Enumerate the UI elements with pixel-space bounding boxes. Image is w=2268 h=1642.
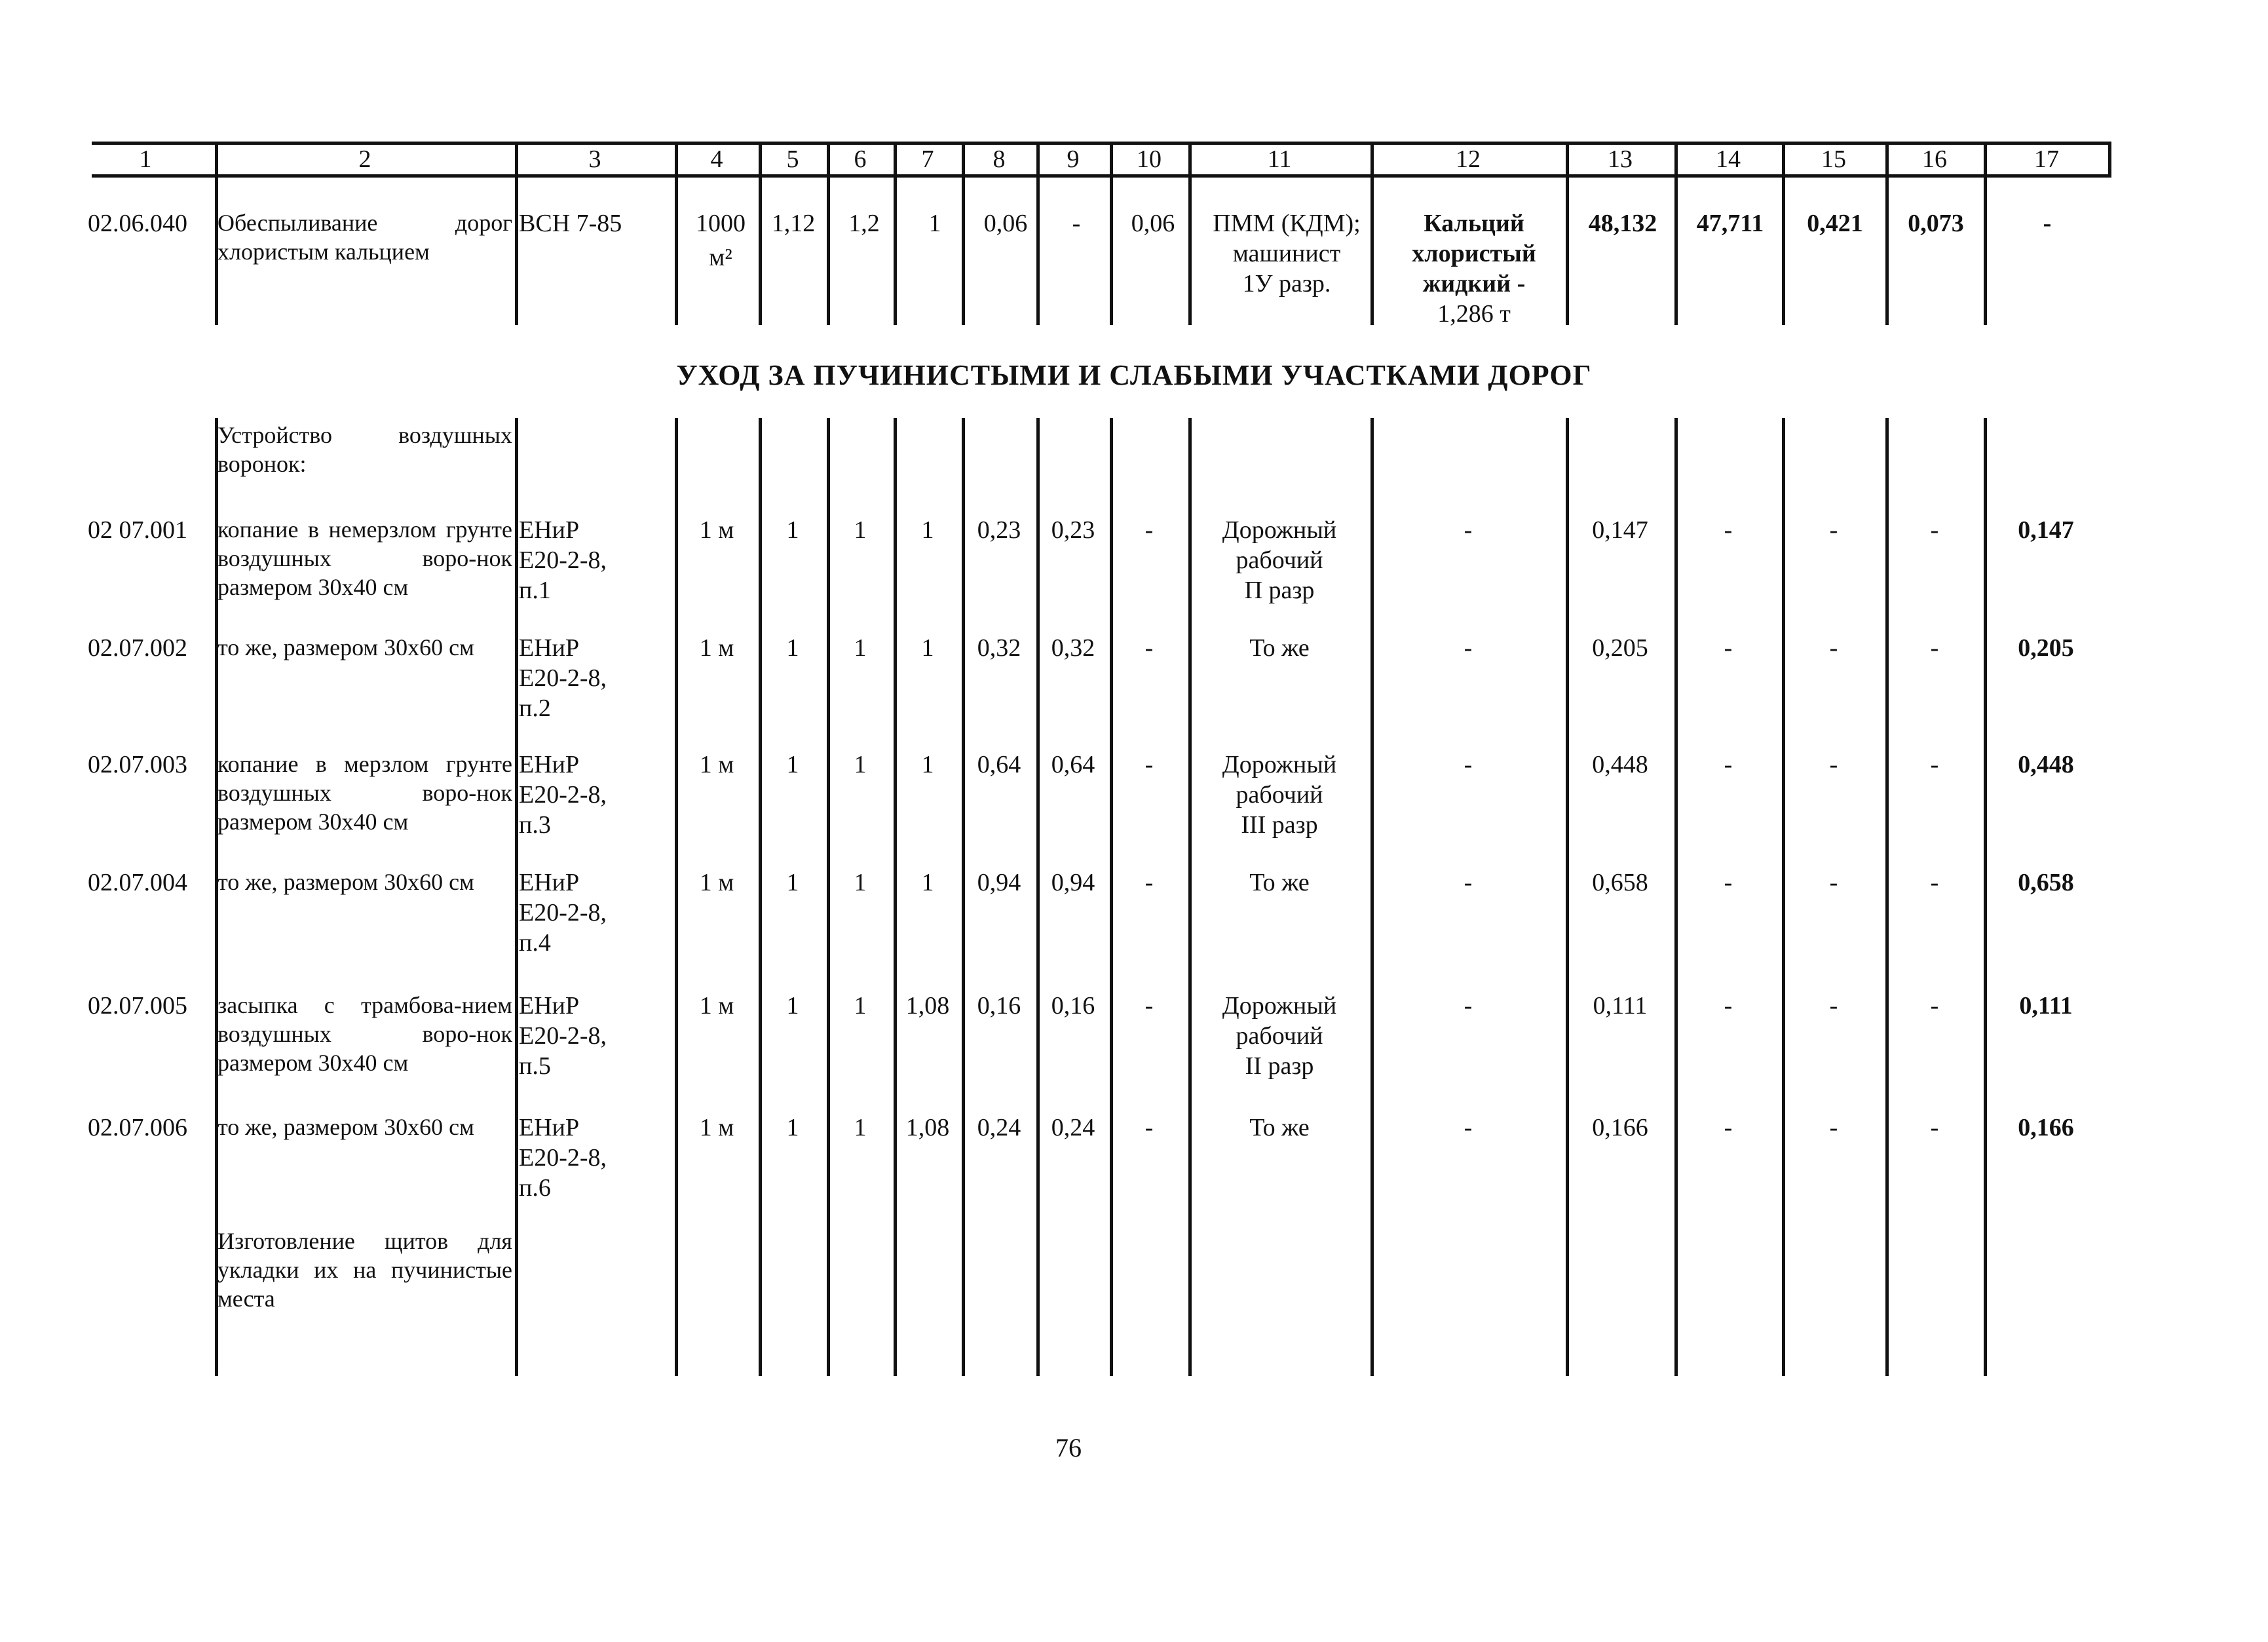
cell-16: 0,073	[1908, 210, 1964, 237]
row-norm-line: ЕНиР	[519, 869, 580, 896]
column-rule	[1885, 142, 1889, 178]
column-number-5: 5	[786, 145, 799, 173]
cell-15: -	[1829, 1114, 1838, 1141]
column-number-17: 17	[2034, 145, 2059, 173]
cell-17: 0,448	[2018, 751, 2074, 778]
cell-14: -	[1724, 516, 1733, 544]
cell-10: -	[1144, 751, 1154, 778]
column-rule	[1566, 142, 1569, 178]
row-name: засыпка с трамбова-нием воздушных воро-нок размером 30х40 см	[217, 992, 512, 1076]
cell-11-line: рабочий	[1236, 781, 1323, 809]
cell-4: 1 м	[699, 516, 734, 544]
column-rule	[2108, 142, 2111, 178]
row-norm-line: п.3	[519, 811, 551, 839]
column-number-11: 11	[1267, 145, 1292, 173]
row-norm-line: п.5	[519, 1052, 551, 1080]
cell-11-line: рабочий	[1236, 1022, 1323, 1050]
cell-12: -	[1464, 869, 1473, 896]
cell-15: -	[1829, 992, 1838, 1020]
cell-9: 0,16	[1051, 992, 1095, 1020]
cell-12: -	[1464, 1114, 1473, 1141]
cell-12-line2: хлористый	[1412, 240, 1536, 267]
column-number-4: 4	[710, 145, 723, 173]
cell-9: 0,24	[1051, 1114, 1095, 1141]
subheader-air-funnels: Устройство воздушных воронок:	[217, 422, 512, 477]
row-norm-line: Е20-2-8,	[519, 899, 607, 926]
cell-12: -	[1464, 516, 1473, 544]
column-number-12: 12	[1456, 145, 1481, 173]
cell-5: 1,12	[771, 210, 816, 237]
cell-12-line3: жидкий -	[1422, 270, 1526, 297]
cell-17: 0,147	[2018, 516, 2074, 544]
column-number-13: 13	[1608, 145, 1633, 173]
row-code: 02.07.005	[88, 992, 187, 1020]
cell-11-line: То же	[1249, 869, 1310, 896]
row-norm-line: Е20-2-8,	[519, 546, 607, 574]
row-norm-line: ЕНиР	[519, 1114, 580, 1141]
cell-7: 1	[921, 869, 934, 896]
column-number-3: 3	[588, 145, 601, 173]
row-norm-line: п.4	[519, 929, 551, 957]
cell-16: -	[1930, 634, 1939, 662]
cell-17: 0,166	[2018, 1114, 2074, 1141]
row-code: 02.07.003	[88, 751, 187, 778]
cell-6: 1,2	[848, 210, 880, 237]
cell-14: -	[1724, 992, 1733, 1020]
column-number-10: 10	[1137, 145, 1162, 173]
column-rule	[1370, 142, 1374, 178]
cell-15: -	[1829, 751, 1838, 778]
cell-13: 0,205	[1592, 634, 1648, 662]
cell-6: 1	[854, 1114, 867, 1141]
cell-11-line2: машинист	[1232, 240, 1341, 267]
cell-11-line: рабочий	[1236, 546, 1323, 574]
row-norm-line: ЕНиР	[519, 634, 580, 662]
cell-9: 0,94	[1051, 869, 1095, 896]
cell-7: 1,08	[905, 992, 950, 1020]
cell-7: 1	[921, 516, 934, 544]
row-name: то же, размером 30х60 см	[217, 634, 474, 660]
column-rule	[1782, 142, 1785, 178]
cell-14: -	[1724, 634, 1733, 662]
cell-10: -	[1144, 992, 1154, 1020]
cell-5: 1	[786, 751, 799, 778]
row-name: то же, размером 30х60 см	[217, 869, 474, 895]
cell-10: -	[1144, 634, 1154, 662]
cell-4: 1 м	[699, 1114, 734, 1141]
cell-4: 1 м	[699, 751, 734, 778]
row-norm-line: Е20-2-8,	[519, 781, 607, 809]
cell-11-line: Дорожный	[1222, 992, 1337, 1020]
cell-16: -	[1930, 992, 1939, 1020]
column-number-14: 14	[1716, 145, 1741, 173]
cell-13: 0,448	[1592, 751, 1648, 778]
cell-11-line: П разр	[1244, 577, 1315, 604]
row-norm-line: п.2	[519, 695, 551, 722]
column-rule	[894, 176, 897, 325]
cell-6: 1	[854, 634, 867, 662]
column-rule	[515, 418, 518, 1376]
cell-4: 1 м	[699, 992, 734, 1020]
cell-7: 1	[921, 634, 934, 662]
cell-15: -	[1829, 869, 1838, 896]
cell-12: -	[1464, 634, 1473, 662]
column-number-1: 1	[139, 145, 152, 173]
cell-10: -	[1144, 1114, 1154, 1141]
cell-10: 0,06	[1131, 210, 1175, 237]
cell-8: 0,06	[983, 210, 1028, 237]
cell-9: 0,23	[1051, 516, 1095, 544]
cell-14: -	[1724, 869, 1733, 896]
cell-17: 0,658	[2018, 869, 2074, 896]
subheader-shields: Изготовление щитов для укладки их на пучинистые места	[217, 1228, 512, 1312]
row-norm-line: п.6	[519, 1174, 551, 1202]
column-rule	[1984, 176, 1987, 325]
column-rule	[1036, 176, 1040, 325]
cell-7: 1,08	[905, 1114, 950, 1141]
cell-12-line1: Кальций	[1424, 210, 1524, 237]
cell-13: 0,111	[1593, 992, 1648, 1020]
cell-5: 1	[786, 1114, 799, 1141]
cell-4: 1 м	[699, 634, 734, 662]
cell-8: 0,24	[977, 1114, 1021, 1141]
cell-13: 0,166	[1592, 1114, 1648, 1141]
cell-6: 1	[854, 751, 867, 778]
cell-12: -	[1464, 992, 1473, 1020]
cell-8: 0,94	[977, 869, 1021, 896]
row-unit-value: 1000	[696, 210, 746, 237]
cell-8: 0,16	[977, 992, 1021, 1020]
cell-15: -	[1829, 634, 1838, 662]
cell-5: 1	[786, 516, 799, 544]
cell-11-line: Дорожный	[1222, 516, 1337, 544]
column-rule	[1188, 176, 1192, 325]
column-number-7: 7	[921, 145, 934, 173]
row-norm-line: Е20-2-8,	[519, 664, 607, 692]
cell-11-line: То же	[1249, 1114, 1310, 1141]
column-number-15: 15	[1821, 145, 1846, 173]
row-code: 02.07.002	[88, 634, 187, 662]
cell-11-line: То же	[1249, 634, 1310, 662]
column-number-2: 2	[358, 145, 371, 173]
section-title: УХОД ЗА ПУЧИНИСТЫМИ И СЛАБЫМИ УЧАСТКАМИ ДОРОГ	[676, 359, 1592, 391]
cell-5: 1	[786, 992, 799, 1020]
row-code: 02.07.006	[88, 1114, 187, 1141]
cell-17: 0,111	[2019, 992, 2073, 1020]
cell-6: 1	[854, 992, 867, 1020]
cell-14: 47,711	[1696, 210, 1764, 237]
cell-9: 0,64	[1051, 751, 1095, 778]
cell-14: -	[1724, 751, 1733, 778]
column-rule	[1674, 176, 1678, 325]
cell-11-line: Дорожный	[1222, 751, 1337, 778]
row-code: 02.06.040	[88, 210, 187, 237]
column-rule	[1984, 142, 1987, 178]
cell-8: 0,64	[977, 751, 1021, 778]
cell-4: 1 м	[699, 869, 734, 896]
cell-9: -	[1072, 210, 1081, 237]
cell-16: -	[1930, 516, 1939, 544]
row-norm-line: ЕНиР	[519, 992, 580, 1020]
cell-14: -	[1724, 1114, 1733, 1141]
cell-6: 1	[854, 516, 867, 544]
column-rule	[1674, 142, 1678, 178]
row-name: то же, размером 30х60 см	[217, 1114, 474, 1140]
cell-8: 0,23	[977, 516, 1021, 544]
column-number-8: 8	[992, 145, 1006, 173]
row-name: Обеспыливание дорог хлористым кальцием	[217, 210, 512, 265]
cell-15: 0,421	[1807, 210, 1863, 237]
row-unit-measure: м²	[709, 244, 732, 271]
cell-11-line: II разр	[1245, 1052, 1314, 1080]
row-norm: ВСН 7-85	[519, 210, 622, 237]
cell-5: 1	[786, 869, 799, 896]
cell-17: -	[2043, 210, 2052, 237]
cell-7: 1	[921, 751, 934, 778]
cell-15: -	[1829, 516, 1838, 544]
cell-6: 1	[854, 869, 867, 896]
column-number-9: 9	[1067, 145, 1080, 173]
cell-11-line: III разр	[1241, 811, 1318, 839]
row-name: копание в немерзлом грунте воздушных воро-нок размером 30х40 см	[217, 516, 512, 600]
column-rule	[962, 176, 965, 325]
row-name: копание в мерзлом грунте воздушных воро-нок размером 30х40 см	[217, 751, 512, 835]
cell-10: -	[1144, 869, 1154, 896]
cell-8: 0,32	[977, 634, 1021, 662]
cell-16: -	[1930, 751, 1939, 778]
column-rule	[827, 176, 830, 325]
row-norm-line: Е20-2-8,	[519, 1144, 607, 1172]
column-rule	[515, 176, 518, 325]
row-norm-line: ЕНиР	[519, 516, 580, 544]
column-rule	[215, 142, 218, 178]
cell-9: 0,32	[1051, 634, 1095, 662]
column-rule	[515, 142, 518, 178]
cell-13: 0,658	[1592, 869, 1648, 896]
cell-16: -	[1930, 869, 1939, 896]
cell-17: 0,205	[2018, 634, 2074, 662]
row-norm-line: п.1	[519, 577, 551, 604]
column-rule	[1782, 176, 1785, 325]
column-number-6: 6	[854, 145, 867, 173]
row-code: 02 07.001	[88, 516, 187, 544]
row-code: 02.07.004	[88, 869, 187, 896]
page-number: 76	[1055, 1433, 1082, 1462]
cell-11-line1: ПММ (КДМ);	[1213, 210, 1361, 237]
cell-13: 0,147	[1592, 516, 1648, 544]
cell-12: -	[1464, 751, 1473, 778]
cell-10: -	[1144, 516, 1154, 544]
row-norm-line: Е20-2-8,	[519, 1022, 607, 1050]
row-norm-line: ЕНиР	[519, 751, 580, 778]
column-rule	[1188, 142, 1192, 178]
column-rule	[1885, 176, 1889, 325]
cell-16: -	[1930, 1114, 1939, 1141]
cell-7: 1	[928, 210, 941, 237]
cell-11-line3: 1У разр.	[1242, 270, 1331, 297]
cell-5: 1	[786, 634, 799, 662]
column-rule	[1110, 176, 1113, 325]
cell-13: 48,132	[1588, 210, 1657, 237]
column-number-16: 16	[1922, 145, 1947, 173]
cell-12-line4: 1,286 т	[1437, 300, 1511, 328]
